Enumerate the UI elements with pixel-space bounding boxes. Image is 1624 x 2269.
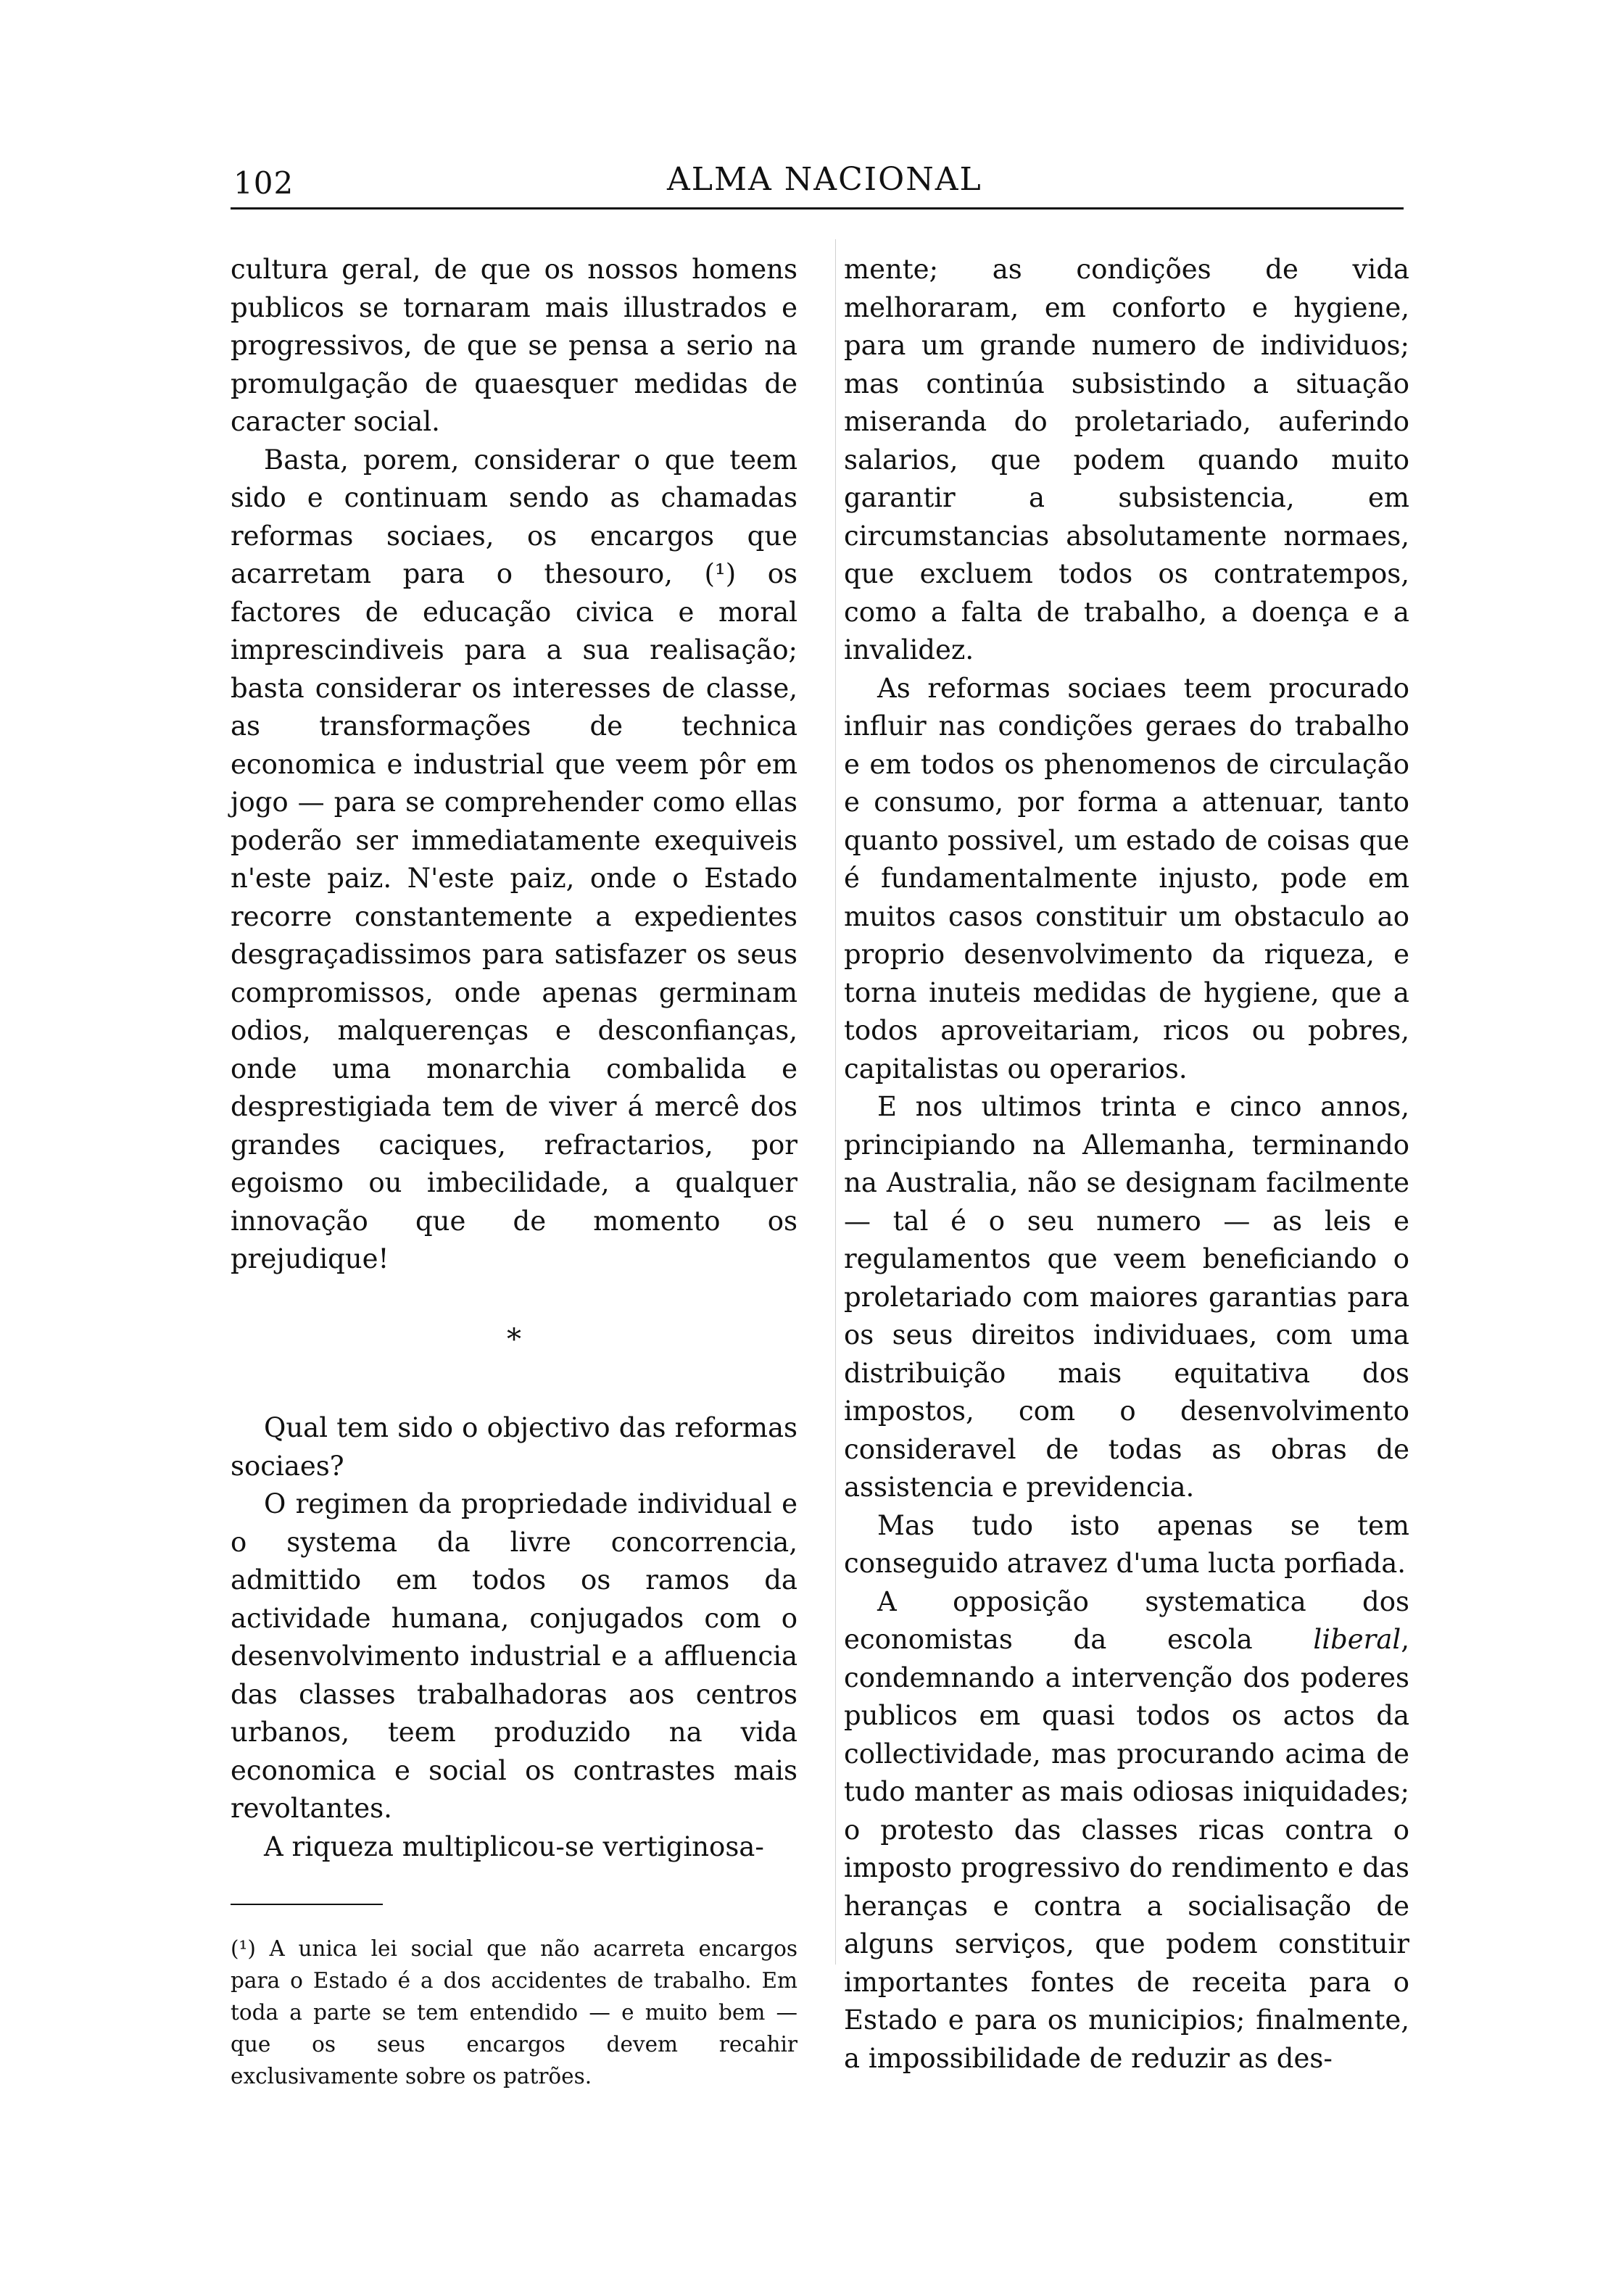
left-column <box>231 251 798 2092</box>
paragraph: Qual tem sido o objectivo das reformas sociaes? <box>231 1412 798 1482</box>
paragraph-text: A opposição systematica dos economistas da escola <box>844 1585 1409 1655</box>
footnote-rule <box>231 1904 383 1905</box>
paragraph: cultura geral, de que os nossos homens publicos se tornaram mais illustrados e progressivos, de que se pensa a serio na promulgação de quaesquer medidas de caracter social. <box>231 254 798 437</box>
paragraph: A riqueza multiplicou-se vertiginosa- <box>264 1830 764 1862</box>
paragraph-text: , condemnando a intervenção dos poderes publicos em quasi todos os actos da collectividade, mas procurando acima de tudo manter as mais odiosas iniquidades; o protesto das classes ricas contra o imposto progressivo do rendimento e das heranças e contra a socialisação de alguns serviços, que podem constituir importantes fontes de receita para o Estado e para os municipios; finalmente, a impossibilidade de reduzir as des- <box>844 1624 1409 2074</box>
paragraph <box>844 1583 1409 2078</box>
footnote: (¹) A unica lei social que não acarreta encargos para o Estado é a dos accidentes de trabalho. Em toda a parte se tem entendido — e muito bem — que os seus encargos devem recahir exclusivamente sobre os patrões. <box>231 1936 798 2088</box>
page-number: 102 <box>233 165 294 201</box>
header-rule <box>231 207 1404 210</box>
paragraph: mente; as condições de vida melhoraram, em conforto e hygiene, para um grande numero de individuos; mas continúa subsistindo a situação miseranda do proletariado, auferindo salarios, que podem quando muito garantir a subsistencia, em circumstancias absolutamente normaes, que excluem todos os contratempos, como a falta de trabalho, a doença e a invalidez. <box>844 254 1409 665</box>
section-separator: * <box>507 1322 521 1356</box>
paragraph: E nos ultimos trinta e cinco annos, principiando na Allemanha, terminando na Australia, não se designam facilmente — tal é o seu numero — as leis e regulamentos que veem beneficiando o proletariado com maiores garantias para os seus direitos individuaes, com uma distribuição mais equitativa dos impostos, com o desenvolvimento consideravel de todas as obras de assistencia e previdencia. <box>844 1091 1409 1503</box>
paragraph: O regimen da propriedade individual e o systema da livre concorrencia, admittido em todos os ramos da actividade humana, conjugados com o desenvolvimento industrial e a affluencia das classes trabalhadoras aos centros urbanos, teem produzido na vida economica e social os contrastes mais revoltantes. <box>231 1488 798 1824</box>
running-head-title: ALMA NACIONAL <box>667 161 982 198</box>
paragraph: Basta, porem, considerar o que teem sido e continuam sendo as chamadas reformas sociaes, os encargos que acarretam para o thesouro, (¹) os factores de educação civica e moral imprescindiveis para a sua realisação; basta considerar os interesses de classe, as transformações de technica economica e industrial que veem pôr em jogo — para se comprehender como ellas poderão ser immediatamente exequiveis n'este paiz. N'este paiz, onde o Estado recorre constantemente a expedientes desgraçadissimos para satisfazer os seus compromissos, onde apenas germinam odios, malquerenças e desconfianças, onde uma monarchia combalida e desprestigiada tem de viver á mercê dos grandes caciques, refractarios, por egoismo ou imbecilidade, a qualquer innovação que de momento os prejudique! <box>231 444 798 1274</box>
right-column <box>844 251 1409 2078</box>
paragraph: As reformas sociaes teem procurado influir nas condições geraes do trabalho e em todos os phenomenos de circulação e consumo, por forma a attenuar, tanto quanto possivel, um estado de coisas que é fundamentalmente injusto, pode em muitos casos constituir um obstaculo ao proprio desenvolvimento da riqueza, e torna inuteis medidas de hygiene, que a todos aproveitariam, ricos ou pobres, capitalistas ou operarios. <box>844 672 1409 1084</box>
paragraph: Mas tudo isto apenas se tem conseguido atravez d'uma lucta porfiada. <box>844 1509 1409 1579</box>
italic-term: liberal <box>1313 1624 1401 1655</box>
column-divider <box>835 239 836 1965</box>
